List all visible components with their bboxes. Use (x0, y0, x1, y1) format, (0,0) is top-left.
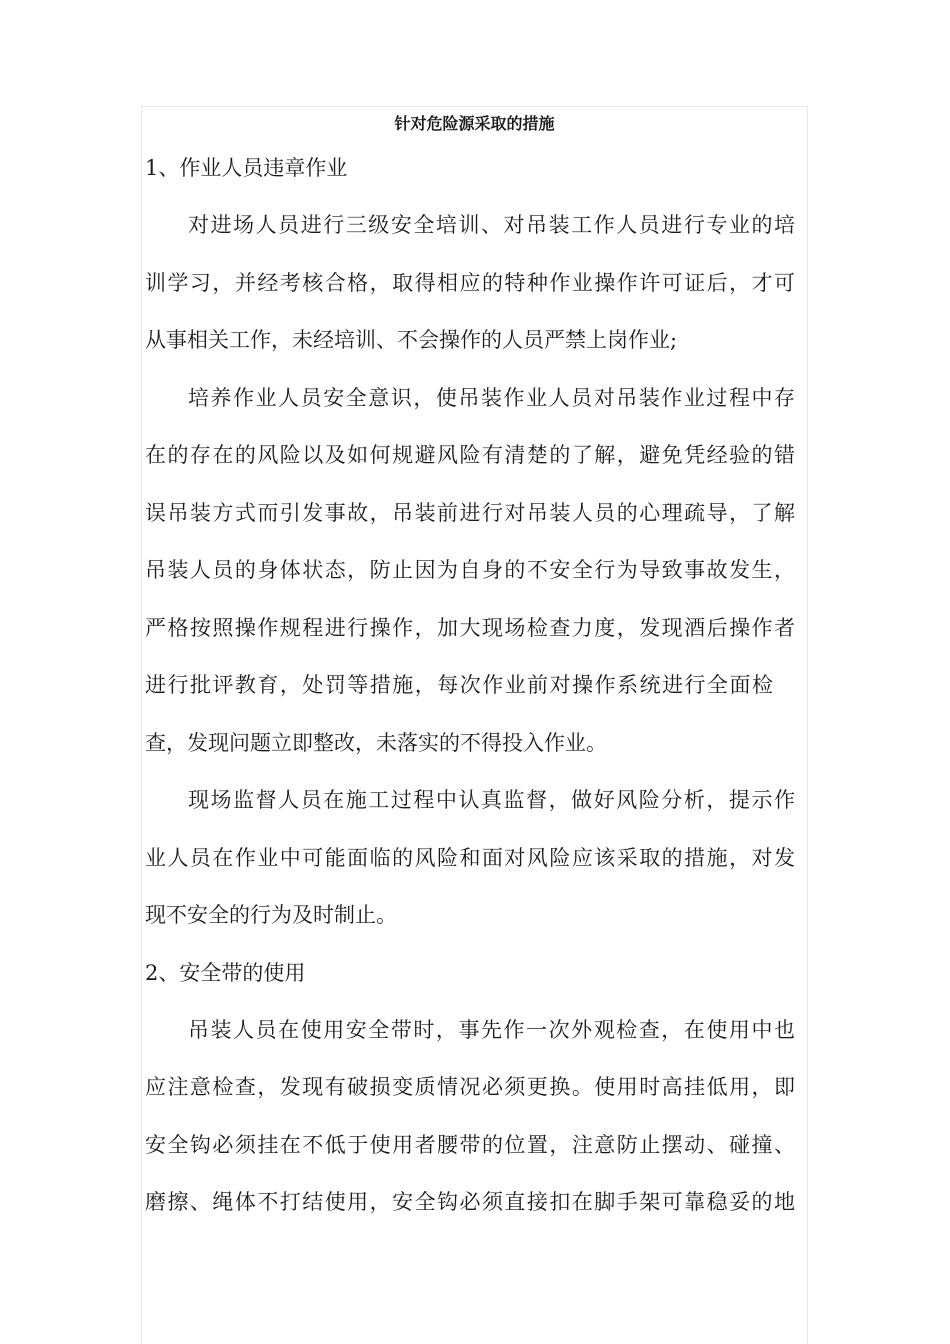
paragraph (145, 197, 795, 370)
paragraph-line: 业人员在作业中可能面临的风险和面对风险应该采取的措施，对发 (145, 845, 795, 870)
paragraph-line: 磨擦、绳体不打结使用，安全钩必须直接扣在脚手架可靠稳妥的地 (145, 1190, 795, 1214)
paragraph (145, 772, 795, 945)
paragraph-line: 吊装人员的身体状态，防止因为自身的不安全行为导致事故发生， (145, 558, 795, 582)
paragraph-line: 训学习，并经考核合格，取得相应的特种作业操作许可证后，才可 (145, 270, 795, 295)
paragraph (145, 1002, 795, 1232)
section-1 (145, 140, 795, 945)
paragraph-line: 误吊装方式而引发事故，吊装前进行对吊装人员的心理疏导，了解 (145, 500, 795, 525)
paragraph-line: 现场监督人员在施工过程中认真监督，做好风险分析，提示作 (188, 788, 795, 812)
paragraph-line: 进行批评教育，处罚等措施，每次作业前对操作系统进行全面检 (145, 673, 773, 697)
document-title: 针对危险源采取的措施 (394, 114, 555, 133)
paragraph (145, 370, 795, 773)
paragraph-line: 对进场人员进行三级安全培训、对吊装工作人员进行专业的培 (188, 213, 795, 237)
paragraph-line: 在的存在的风险以及如何规避风险有清楚的了解，避免凭经验的错 (145, 443, 795, 467)
paragraph-line: 查，发现问题立即整改，未落实的不得投入作业。 (145, 730, 607, 755)
paragraph-line: 现不安全的行为及时制止。 (145, 903, 397, 927)
paragraph-line: 严格按照操作规程进行操作，加大现场检查力度，发现酒后操作者 (145, 615, 795, 640)
section-2 (145, 945, 795, 1232)
section-heading: 2、安全带的使用 (145, 960, 306, 985)
paragraph-line: 从事相关工作，未经培训、不会操作的人员严禁上岗作业; (145, 328, 678, 352)
paragraph-line: 培养作业人员安全意识，使吊装作业人员对吊装作业过程中存 (188, 385, 795, 410)
paragraph-line: 应注意检查，发现有破损变质情况必须更换。使用时高挂低用，即 (145, 1075, 795, 1099)
document-body (145, 140, 795, 1232)
paragraph-line: 安全钩必须挂在不低于使用者腰带的位置，注意防止摆动、碰撞、 (145, 1132, 795, 1157)
section-heading: 1、作业人员违章作业 (145, 156, 348, 180)
paragraph-line: 吊装人员在使用安全带时，事先作一次外观检查，在使用中也 (188, 1017, 795, 1042)
